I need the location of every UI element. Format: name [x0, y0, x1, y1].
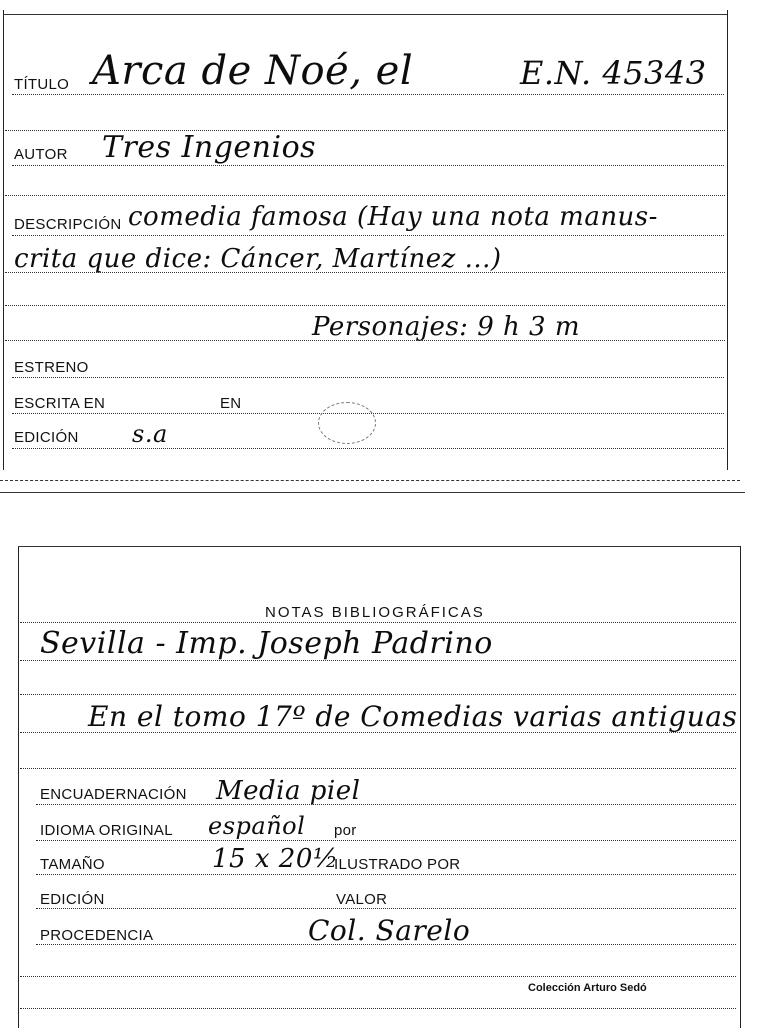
tamano-value: 15 x 20½: [212, 844, 339, 874]
notas-line-2: En el tomo 17º de Comedias varias antiguas: [88, 700, 738, 733]
notas-rule-3: [20, 694, 736, 695]
card-bottom-edge: [20, 1008, 736, 1009]
descripcion-line-1: comedia famosa (Hay una nota manus-: [128, 202, 658, 232]
titulo-label: TÍTULO: [14, 76, 70, 93]
ilustrado-label: ILUSTRADO POR: [334, 856, 461, 873]
blank-rule-2: [5, 195, 725, 196]
descripcion-rule-4: [5, 340, 725, 341]
notas-heading: NOTAS BIBLIOGRÁFICAS: [265, 604, 485, 621]
registro-number: E.N. 45343: [520, 54, 707, 92]
descripcion-rule-1: [12, 235, 724, 236]
notas-rule-5: [20, 768, 736, 769]
titulo-value: Arca de Noé, el: [92, 48, 414, 94]
catalog-card-top: [0, 0, 759, 470]
valor-label: VALOR: [336, 891, 388, 908]
catalog-card-bottom: [0, 540, 759, 1028]
descripcion-rule-2: [5, 272, 725, 273]
titulo-rule: [12, 94, 724, 95]
edicion-value: s.a: [132, 420, 168, 448]
card-top-border: [3, 14, 727, 15]
encuadernacion-value: Media piel: [216, 776, 361, 806]
section-divider: [0, 492, 745, 493]
procedencia-value: Col. Sarelo: [308, 914, 471, 947]
personajes-note: Personajes: 9 h 3 m: [312, 312, 580, 342]
edicion-rule: [36, 908, 736, 909]
card-top-border: [18, 546, 740, 547]
por-label: por: [334, 822, 357, 839]
estreno-rule: [12, 377, 724, 378]
idioma-value: español: [208, 812, 306, 840]
idioma-label: IDIOMA ORIGINAL: [40, 822, 173, 839]
autor-label: AUTOR: [14, 146, 68, 163]
autor-value: Tres Ingenios: [102, 130, 317, 165]
notas-rule-4: [20, 732, 736, 733]
paper-stain: [318, 402, 376, 444]
tamano-rule: [36, 874, 736, 875]
card-left-border: [18, 546, 19, 1028]
autor-rule: [12, 165, 724, 166]
notas-rule-1: [20, 622, 736, 623]
notas-rule-2: [20, 660, 736, 661]
edicion-label: EDICIÓN: [14, 429, 79, 446]
edicion-label: EDICIÓN: [40, 891, 105, 908]
estreno-label: ESTRENO: [14, 359, 89, 376]
collection-credit: Colección Arturo Sedó: [528, 982, 647, 994]
idioma-rule: [36, 840, 736, 841]
card-right-border: [740, 546, 741, 1028]
tamano-label: TAMAÑO: [40, 856, 105, 873]
descripcion-line-2: crita que dice: Cáncer, Martínez ...): [14, 244, 502, 274]
blank-rule: [20, 976, 736, 977]
card-bottom-edge: [0, 480, 740, 481]
en-label: EN: [220, 395, 242, 412]
encuadernacion-label: ENCUADERNACIÓN: [40, 786, 187, 803]
escrita-en-label: ESCRITA EN: [14, 395, 106, 412]
descripcion-rule-3: [5, 305, 725, 306]
encuadernacion-rule: [36, 804, 736, 805]
edicion-rule: [12, 448, 724, 449]
notas-line-1: Sevilla - Imp. Joseph Padrino: [40, 626, 493, 661]
procedencia-label: PROCEDENCIA: [40, 927, 154, 944]
card-right-border: [727, 10, 728, 470]
descripcion-label: DESCRIPCIÓN: [14, 216, 122, 233]
procedencia-rule: [36, 944, 736, 945]
card-left-border: [3, 10, 4, 470]
